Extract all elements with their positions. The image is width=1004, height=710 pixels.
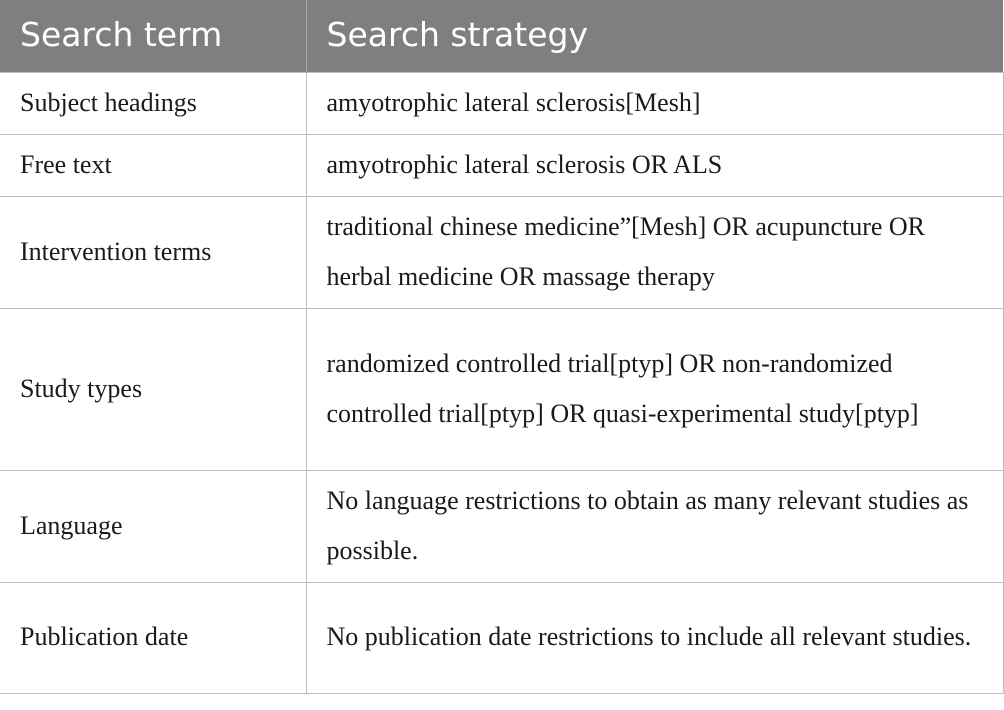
table-row [0, 134, 1003, 196]
table-body [0, 72, 1003, 693]
search-strategy-cell: traditional chinese medicine”[Mesh] OR acupuncture OR herbal medicine OR massage therapy [306, 196, 1003, 308]
search-strategy-cell: amyotrophic lateral sclerosis OR ALS [306, 134, 1003, 196]
search-term-cell: Subject headings [0, 72, 306, 134]
header-search-term: Search term [0, 0, 306, 72]
table-row [0, 196, 1003, 308]
search-term-cell: Study types [0, 308, 306, 470]
table-header [0, 0, 1003, 72]
table-row [0, 308, 1003, 470]
search-strategy-cell: amyotrophic lateral sclerosis[Mesh] [306, 72, 1003, 134]
search-term-cell: Publication date [0, 582, 306, 693]
search-term-cell: Free text [0, 134, 306, 196]
search-strategy-cell: randomized controlled trial[ptyp] OR non-randomized controlled trial[ptyp] OR quasi-experimental study[ptyp] [306, 308, 1003, 470]
header-search-strategy: Search strategy [306, 0, 1003, 72]
table-row [0, 582, 1003, 693]
header-row [0, 0, 1003, 72]
search-term-cell: Intervention terms [0, 196, 306, 308]
table-row [0, 470, 1003, 582]
search-strategy-cell: No language restrictions to obtain as many relevant studies as possible. [306, 470, 1003, 582]
search-strategy-cell: No publication date restrictions to include all relevant studies. [306, 582, 1003, 693]
table-row [0, 72, 1003, 134]
search-term-cell: Language [0, 470, 306, 582]
